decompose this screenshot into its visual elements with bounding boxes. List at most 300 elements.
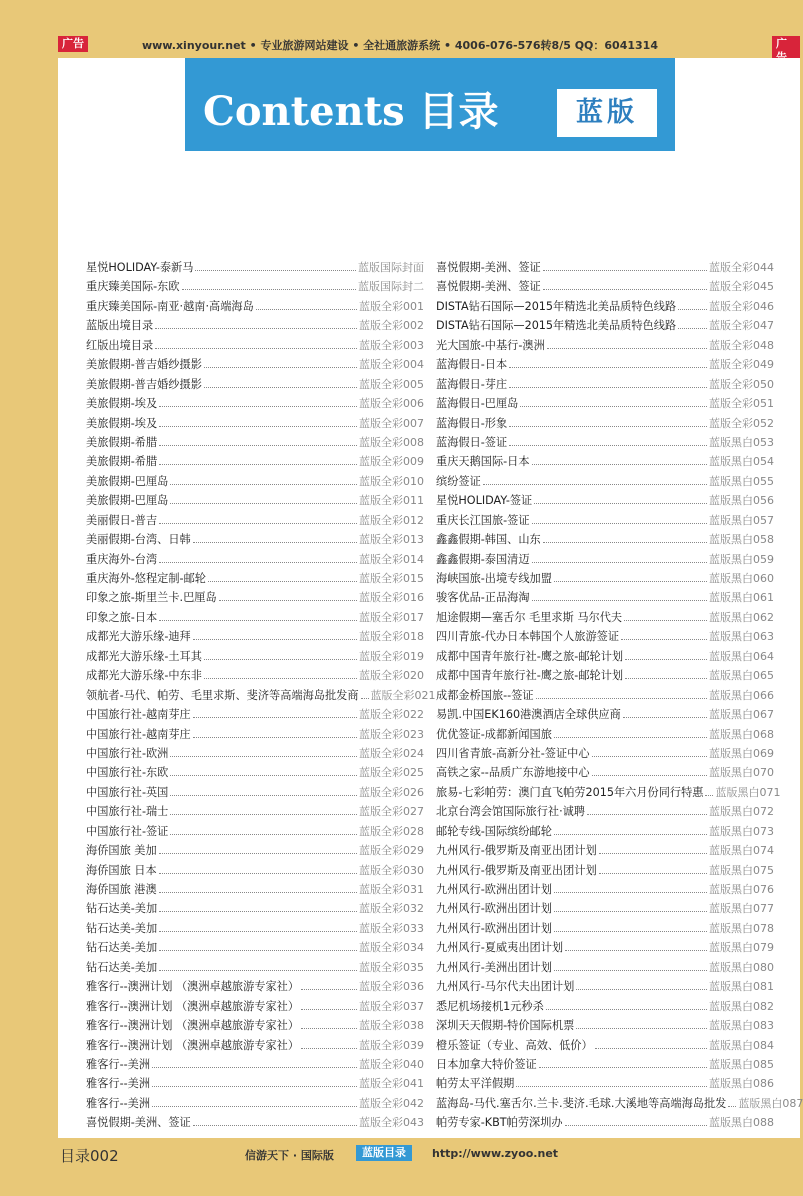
toc-entry-page: 蓝版黑白061 xyxy=(709,591,774,605)
dot-leader xyxy=(159,885,357,893)
dot-leader xyxy=(170,749,357,757)
dot-leader xyxy=(554,730,707,738)
toc-entry-page: 蓝版全彩051 xyxy=(709,397,774,411)
dot-leader xyxy=(576,1021,707,1029)
toc-entry-title: 中国旅行社-英国 xyxy=(86,785,169,799)
toc-entry xyxy=(436,783,781,802)
dot-leader xyxy=(554,963,707,971)
dot-leader xyxy=(543,263,707,271)
toc-entry-page: 蓝版黑白054 xyxy=(709,455,774,469)
toc-entry-title: 九州风行-欧洲出团计划 xyxy=(436,883,552,896)
dot-leader xyxy=(624,613,707,621)
toc-entry-title: 蓝海假日-芽庄 xyxy=(436,377,508,391)
dot-leader xyxy=(554,885,707,893)
toc-entry xyxy=(436,511,774,530)
toc-entry-title: 蓝海假日-巴厘岛 xyxy=(436,397,519,411)
toc-entry-title: DISTA钻石国际—2015年精选北美品质特色线路 xyxy=(436,299,677,313)
contents-banner xyxy=(185,58,675,151)
toc-entry-page: 蓝版全彩024 xyxy=(359,746,424,760)
toc-entry-page: 蓝版黑白065 xyxy=(709,669,774,683)
toc-entry-page: 蓝版全彩001 xyxy=(359,299,424,313)
dot-leader xyxy=(159,399,357,407)
toc-entry-title: 红版出境目录 xyxy=(86,338,154,352)
toc-entry xyxy=(436,977,774,996)
toc-entry xyxy=(436,841,774,860)
dot-leader xyxy=(204,360,357,368)
toc-entry-page: 蓝版黑白066 xyxy=(709,688,774,702)
toc-entry-title: 鑫鑫假期-泰国清迈 xyxy=(436,552,530,566)
dot-leader xyxy=(208,574,357,582)
page-number-label: 目录002 xyxy=(60,1147,119,1165)
toc-entry-page: 蓝版黑白085 xyxy=(709,1057,774,1071)
toc-entry-title: 中国旅行社-越南芽庄 xyxy=(86,727,191,741)
toc-entry-title: 钻石达美-美加 xyxy=(86,921,158,935)
toc-entry-title: 喜悦假期-美洲、签证 xyxy=(436,280,541,294)
toc-entry xyxy=(436,763,774,782)
toc-entry xyxy=(436,491,774,510)
toc-entry-page: 蓝版全彩044 xyxy=(709,261,774,274)
toc-entry xyxy=(86,958,424,977)
toc-entry xyxy=(86,1094,424,1113)
toc-entry-page: 蓝版黑白063 xyxy=(709,630,774,644)
dot-leader xyxy=(547,341,707,349)
dot-leader xyxy=(532,593,707,601)
edition-badge: 蓝版 xyxy=(557,89,657,137)
toc-entry xyxy=(436,938,774,957)
toc-entry xyxy=(436,822,774,841)
toc-entry xyxy=(86,744,424,763)
toc-entry-title: 喜悦假期-美洲、签证 xyxy=(436,261,541,274)
toc-entry-title: 雅客行--美洲 xyxy=(86,1057,151,1071)
toc-entry xyxy=(86,666,424,685)
toc-entry xyxy=(86,899,424,918)
toc-entry-title: 雅客行--澳洲计划 （澳洲卓越旅游专家社） xyxy=(86,980,300,994)
toc-left-column xyxy=(86,258,436,1133)
toc-entry-title: DISTA钻石国际—2015年精选北美品质特色线路 xyxy=(436,319,677,333)
toc-entry xyxy=(436,880,774,899)
dot-leader xyxy=(152,1060,357,1068)
dot-leader xyxy=(554,904,707,912)
dot-leader xyxy=(204,380,357,388)
dot-leader xyxy=(532,516,707,524)
dot-leader xyxy=(193,535,357,543)
toc-entry-title: 帕劳太平洋假期 xyxy=(436,1077,515,1091)
dot-leader xyxy=(483,477,707,485)
toc-entry-page: 蓝版黑白071 xyxy=(715,785,781,799)
dot-leader xyxy=(520,399,707,407)
dot-leader xyxy=(565,1118,707,1126)
toc-entry-page: 蓝版黑白087 xyxy=(738,1096,803,1110)
toc-entry xyxy=(436,1036,774,1055)
toc-entry-title: 雅客行--澳洲计划 （澳洲卓越旅游专家社） xyxy=(86,1038,300,1052)
toc-entry-page: 蓝版全彩027 xyxy=(359,805,424,819)
toc-entry xyxy=(86,550,424,569)
toc-entry-page: 蓝版黑白072 xyxy=(709,805,774,819)
toc-entry-page: 蓝版黑白060 xyxy=(709,572,774,585)
toc-entry xyxy=(86,472,424,491)
toc-entry-title: 蓝海假日-签证 xyxy=(436,435,508,449)
dot-leader xyxy=(621,632,707,640)
dot-leader xyxy=(159,438,357,446)
toc-entry xyxy=(86,627,424,646)
toc-entry-title: 海侨国旅 港澳 xyxy=(86,883,157,896)
toc-entry-page: 蓝版黑白078 xyxy=(709,921,774,935)
toc-entry-page: 蓝版国际封二 xyxy=(358,280,424,294)
dot-leader xyxy=(516,1079,707,1087)
dot-leader xyxy=(599,846,707,854)
dot-leader xyxy=(301,982,357,990)
toc-entry-title: 重庆臻美国际-东欧 xyxy=(86,280,180,294)
toc-entry-page: 蓝版黑白084 xyxy=(709,1038,774,1052)
toc-entry-title: 深圳天天假期-特价国际机票 xyxy=(436,1019,575,1033)
toc-entry-title: 中国旅行社-签证 xyxy=(86,824,169,838)
toc-entry xyxy=(86,608,424,627)
toc-entry-page: 蓝版全彩006 xyxy=(359,397,424,411)
toc-entry-page: 蓝版全彩021 xyxy=(370,688,436,702)
toc-entry-page: 蓝版全彩035 xyxy=(359,960,424,974)
toc-entry xyxy=(86,938,424,957)
toc-entry-page: 蓝版国际封面 xyxy=(358,261,424,274)
toc-entry-page: 蓝版全彩038 xyxy=(359,1019,424,1033)
toc-entry-title: 成都中国青年旅行社-鹰之旅-邮轮计划 xyxy=(436,649,624,663)
dot-leader xyxy=(565,943,707,951)
toc-entry-title: 美旅假期-埃及 xyxy=(86,416,158,430)
dot-leader xyxy=(554,574,707,582)
dot-leader xyxy=(159,904,357,912)
dot-leader xyxy=(159,943,357,951)
dot-leader xyxy=(170,788,357,796)
toc-entry-title: 星悦HOLIDAY-泰新马 xyxy=(86,261,194,274)
toc-entry xyxy=(436,802,774,821)
toc-entry-page: 蓝版黑白086 xyxy=(709,1077,774,1091)
toc-entry xyxy=(86,997,424,1016)
toc-entry-title: 印象之旅-日本 xyxy=(86,610,158,624)
dot-leader xyxy=(599,866,707,874)
toc-entry xyxy=(86,647,424,666)
toc-entry-page: 蓝版黑白075 xyxy=(709,863,774,877)
toc-entry-page: 蓝版黑白074 xyxy=(709,844,774,858)
toc-entry xyxy=(86,336,424,355)
toc-entry xyxy=(436,414,774,433)
toc-entry-page: 蓝版全彩010 xyxy=(359,474,424,488)
top-bar xyxy=(0,0,800,58)
toc-entry-title: 重庆长江国旅-签证 xyxy=(436,513,530,527)
dot-leader xyxy=(678,321,707,329)
toc-entry-title: 日本加拿大特价签证 xyxy=(436,1057,537,1071)
dot-leader xyxy=(532,457,707,465)
toc-entry-title: 成都中国青年旅行社-鹰之旅-邮轮计划 xyxy=(436,669,624,683)
toc-entry-page: 蓝版黑白057 xyxy=(709,513,774,527)
toc-entry-page: 蓝版全彩050 xyxy=(709,377,774,391)
toc-entry xyxy=(436,433,774,452)
toc-entry-page: 蓝版黑白077 xyxy=(709,902,774,916)
toc-entry-page: 蓝版黑白070 xyxy=(709,766,774,780)
toc-entry-title: 领航者-马代、帕劳、毛里求斯、斐济等高端海岛批发商 xyxy=(86,688,359,702)
toc-entry xyxy=(86,375,424,394)
toc-entry xyxy=(86,705,424,724)
dot-leader xyxy=(625,671,707,679)
toc-entry-page: 蓝版全彩012 xyxy=(359,513,424,527)
toc-entry-title: 美旅假期-希腊 xyxy=(86,435,158,449)
toc-entry xyxy=(86,763,424,782)
dot-leader xyxy=(219,593,357,601)
dot-leader xyxy=(182,282,356,290)
dot-leader xyxy=(532,555,707,563)
toc-entry xyxy=(436,569,774,588)
toc-entry-page: 蓝版全彩020 xyxy=(359,669,424,683)
dot-leader xyxy=(534,496,707,504)
toc-entry-page: 蓝版全彩003 xyxy=(359,338,424,352)
dot-leader xyxy=(193,710,357,718)
toc-entry-title: 美旅假期-普吉婚纱摄影 xyxy=(86,358,202,372)
toc-entry-title: 雅客行--澳洲计划 （澳洲卓越旅游专家社） xyxy=(86,999,300,1013)
dot-leader xyxy=(554,924,707,932)
toc-entry-title: 雅客行--美洲 xyxy=(86,1096,151,1110)
toc-entry xyxy=(86,783,424,802)
toc-entry-page: 蓝版全彩007 xyxy=(359,416,424,430)
toc-entry xyxy=(436,1016,774,1035)
toc-entry-title: 重庆臻美国际-南亚·越南·高端海岛 xyxy=(86,299,254,313)
toc-entry-page: 蓝版全彩025 xyxy=(359,766,424,780)
toc-entry xyxy=(436,550,774,569)
dot-leader xyxy=(536,691,707,699)
toc-entry xyxy=(436,297,774,316)
toc-entry-title: 重庆海外-悠程定制-邮轮 xyxy=(86,572,206,585)
toc-entry-page: 蓝版黑白073 xyxy=(709,824,774,838)
toc-entry-page: 蓝版黑白069 xyxy=(709,746,774,760)
dot-leader xyxy=(361,691,369,699)
dot-leader xyxy=(159,924,357,932)
toc-entry xyxy=(436,666,774,685)
toc-entry xyxy=(436,919,774,938)
toc-entry-title: 成都光大游乐缘-中东非 xyxy=(86,669,202,683)
toc-entry-title: 橙乐签证（专业、高效、低价） xyxy=(436,1038,593,1052)
ad-label-left: 广告 xyxy=(58,36,88,52)
toc-entry-page: 蓝版黑白053 xyxy=(709,435,774,449)
toc-entry xyxy=(86,588,424,607)
toc-entry xyxy=(86,258,424,277)
toc-entry xyxy=(86,1074,424,1093)
toc-entry-page: 蓝版全彩041 xyxy=(359,1077,424,1091)
dot-leader xyxy=(159,846,357,854)
toc-entry-title: 邮轮专线-国际缤纷邮轮 xyxy=(436,824,552,838)
toc-entry-page: 蓝版全彩052 xyxy=(709,416,774,430)
toc-entry xyxy=(86,1055,424,1074)
dot-leader xyxy=(152,1099,357,1107)
toc-entry-page: 蓝版全彩015 xyxy=(359,572,424,585)
toc-entry-page: 蓝版全彩046 xyxy=(709,299,774,313)
dot-leader xyxy=(592,768,707,776)
dot-leader xyxy=(159,555,357,563)
toc-entry-page: 蓝版全彩008 xyxy=(359,435,424,449)
toc-entry xyxy=(436,530,774,549)
toc-entry-title: 海侨国旅 美加 xyxy=(86,844,157,858)
toc-entry-title: 北京台湾会馆国际旅行社·诚聘 xyxy=(436,805,585,819)
toc-entry xyxy=(86,977,424,996)
toc-entry xyxy=(436,1113,774,1132)
dot-leader xyxy=(170,496,357,504)
toc-entry-title: 旭途假期—塞舌尔 毛里求斯 马尔代夫 xyxy=(436,610,623,624)
toc-entry xyxy=(86,841,424,860)
toc-entry-title: 蓝版出境目录 xyxy=(86,319,154,333)
toc-entry-page: 蓝版黑白058 xyxy=(709,533,774,547)
toc-entry-page: 蓝版黑白068 xyxy=(709,727,774,741)
toc-entry-title: 星悦HOLIDAY-签证 xyxy=(436,494,533,508)
toc-entry-page: 蓝版全彩022 xyxy=(359,708,424,722)
toc-entry xyxy=(86,491,424,510)
toc-entry-title: 钻石达美-美加 xyxy=(86,902,158,916)
toc-entry xyxy=(436,647,774,666)
toc-entry-title: 钻石达美-美加 xyxy=(86,960,158,974)
toc-entry xyxy=(436,744,774,763)
toc-entry xyxy=(436,725,774,744)
toc-entry xyxy=(436,1055,774,1074)
toc-entry-title: 雅客行--澳洲计划 （澳洲卓越旅游专家社） xyxy=(86,1019,300,1033)
toc-entry xyxy=(86,1113,424,1132)
toc-entry-page: 蓝版全彩028 xyxy=(359,824,424,838)
toc-entry-page: 蓝版全彩042 xyxy=(359,1096,424,1110)
toc-entry-title: 海峡国旅-出境专线加盟 xyxy=(436,572,552,585)
toc-entry xyxy=(436,705,774,724)
dot-leader xyxy=(705,788,713,796)
toc-entry xyxy=(86,686,436,705)
toc-entry xyxy=(86,511,424,530)
toc-entry xyxy=(86,394,424,413)
toc-entry xyxy=(86,822,424,841)
toc-entry xyxy=(86,414,424,433)
toc-entry-page: 蓝版全彩034 xyxy=(359,941,424,955)
toc-entry-page: 蓝版黑白083 xyxy=(709,1019,774,1033)
toc-entry-title: 鑫鑫假期-韩国、山东 xyxy=(436,533,541,547)
dot-leader xyxy=(256,302,357,310)
toc-entry-page: 蓝版黑白080 xyxy=(709,960,774,974)
toc-entry-title: 九州风行-欧洲出团计划 xyxy=(436,902,552,916)
toc-entry-title: 骏客优品-正品海淘 xyxy=(436,591,530,605)
dot-leader xyxy=(543,535,707,543)
toc-entry-title: 蓝海假日-日本 xyxy=(436,358,508,372)
dot-leader xyxy=(301,1021,357,1029)
toc-entry-page: 蓝版全彩049 xyxy=(709,358,774,372)
toc-entry xyxy=(86,861,424,880)
toc-entry-page: 蓝版全彩026 xyxy=(359,785,424,799)
toc-entry-page: 蓝版全彩011 xyxy=(359,494,424,508)
toc-entry xyxy=(86,452,424,471)
toc-entry-page: 蓝版全彩033 xyxy=(359,921,424,935)
toc-entry-page: 蓝版全彩040 xyxy=(359,1057,424,1071)
dot-leader xyxy=(509,438,707,446)
toc-entry-title: 海侨国旅 日本 xyxy=(86,863,157,877)
dot-leader xyxy=(592,749,707,757)
toc-entry-title: 九州风行-俄罗斯及南亚出团计划 xyxy=(436,863,597,877)
toc-entry xyxy=(86,316,424,335)
dot-leader xyxy=(170,768,357,776)
toc-entry-title: 成都金桥国旅--签证 xyxy=(436,688,534,702)
toc-entry-page: 蓝版全彩031 xyxy=(359,883,424,896)
toc-entry xyxy=(86,297,424,316)
toc-entry-page: 蓝版全彩045 xyxy=(709,280,774,294)
dot-leader xyxy=(155,341,357,349)
toc-entry-title: 旅易-七彩帕劳：澳门直飞帕劳2015年六月份同行特惠 xyxy=(436,785,704,799)
toc-entry-title: 中国旅行社-越南芽庄 xyxy=(86,708,191,722)
dot-leader xyxy=(159,963,357,971)
toc-entry xyxy=(86,277,424,296)
toc-entry-title: 钻石达美-美加 xyxy=(86,941,158,955)
toc-entry xyxy=(86,725,424,744)
dot-leader xyxy=(509,419,707,427)
toc-entry xyxy=(436,355,774,374)
dot-leader xyxy=(509,380,707,388)
dot-leader xyxy=(301,1002,357,1010)
toc-entry-page: 蓝版黑白088 xyxy=(709,1116,774,1130)
dot-leader xyxy=(554,827,707,835)
toc-entry xyxy=(86,802,424,821)
toc-entry-page: 蓝版全彩019 xyxy=(359,649,424,663)
footer-url: http://www.zyoo.net xyxy=(432,1147,559,1160)
dot-leader xyxy=(159,866,357,874)
toc-entry-page: 蓝版黑白062 xyxy=(709,610,774,624)
dot-leader xyxy=(728,1099,736,1107)
toc-entry xyxy=(436,316,774,335)
dot-leader xyxy=(509,360,707,368)
toc-entry-page: 蓝版全彩009 xyxy=(359,455,424,469)
toc-entry-title: 印象之旅-斯里兰卡.巴厘岛 xyxy=(86,591,217,605)
toc-entry-page: 蓝版全彩013 xyxy=(359,533,424,547)
dot-leader xyxy=(623,710,707,718)
toc-entry xyxy=(436,627,774,646)
ad-label-right: 广 xyxy=(772,36,800,66)
toc-entry xyxy=(436,608,774,627)
toc-entry xyxy=(86,919,424,938)
toc-entry-title: 美丽假期-台湾、日韩 xyxy=(86,533,191,547)
dot-leader xyxy=(301,1041,357,1049)
dot-leader xyxy=(625,652,707,660)
toc-entry-title: 九州风行-美洲出团计划 xyxy=(436,960,552,974)
toc-entry-title: 蓝海岛-马代.塞舌尔.兰卡.斐济.毛球.大溪地等高端海岛批发 xyxy=(436,1096,727,1110)
footer-badge: 蓝版目录 xyxy=(356,1145,412,1161)
toc-entry-title: 美旅假期-巴厘岛 xyxy=(86,474,169,488)
toc-entry-title: 缤纷签证 xyxy=(436,474,481,488)
toc-entry xyxy=(436,686,774,705)
toc-entry-title: 悉尼机场接机1元秒杀 xyxy=(436,999,544,1013)
toc-entry-page: 蓝版全彩029 xyxy=(359,844,424,858)
toc-entry-page: 蓝版全彩004 xyxy=(359,358,424,372)
toc-entry xyxy=(436,258,774,277)
toc-entry-title: 四川省青旅-高新分社-签证中心 xyxy=(436,746,590,760)
toc-entry-page: 蓝版全彩023 xyxy=(359,727,424,741)
toc-entry xyxy=(86,530,424,549)
toc-entry xyxy=(86,1036,424,1055)
toc-entry-page: 蓝版黑白067 xyxy=(709,708,774,722)
toc-entry-title: 蓝海假日-形象 xyxy=(436,416,508,430)
toc-entry-page: 蓝版黑白076 xyxy=(709,883,774,896)
toc-entry-title: 喜悦假期-美洲、签证 xyxy=(86,1116,191,1130)
toc-entry-page: 蓝版全彩036 xyxy=(359,980,424,994)
dot-leader xyxy=(539,1060,707,1068)
toc-entry xyxy=(86,569,424,588)
dot-leader xyxy=(204,671,357,679)
toc-entry-page: 蓝版全彩018 xyxy=(359,630,424,644)
dot-leader xyxy=(204,652,357,660)
toc-entry xyxy=(436,958,774,977)
toc-entry-title: 四川青旅-代办日本韩国个人旅游签证 xyxy=(436,630,620,644)
toc-entry-page: 蓝版全彩039 xyxy=(359,1038,424,1052)
toc-entry-title: 易凯.中国EK160港澳酒店全球供应商 xyxy=(436,708,621,722)
dot-leader xyxy=(159,419,357,427)
toc-entry-title: 高铁之家--品质广东游地接中心 xyxy=(436,766,590,780)
dot-leader xyxy=(543,282,707,290)
toc-entry-title: 美旅假期-希腊 xyxy=(86,455,158,469)
toc-entry-title: 重庆天鹅国际-日本 xyxy=(436,455,530,469)
